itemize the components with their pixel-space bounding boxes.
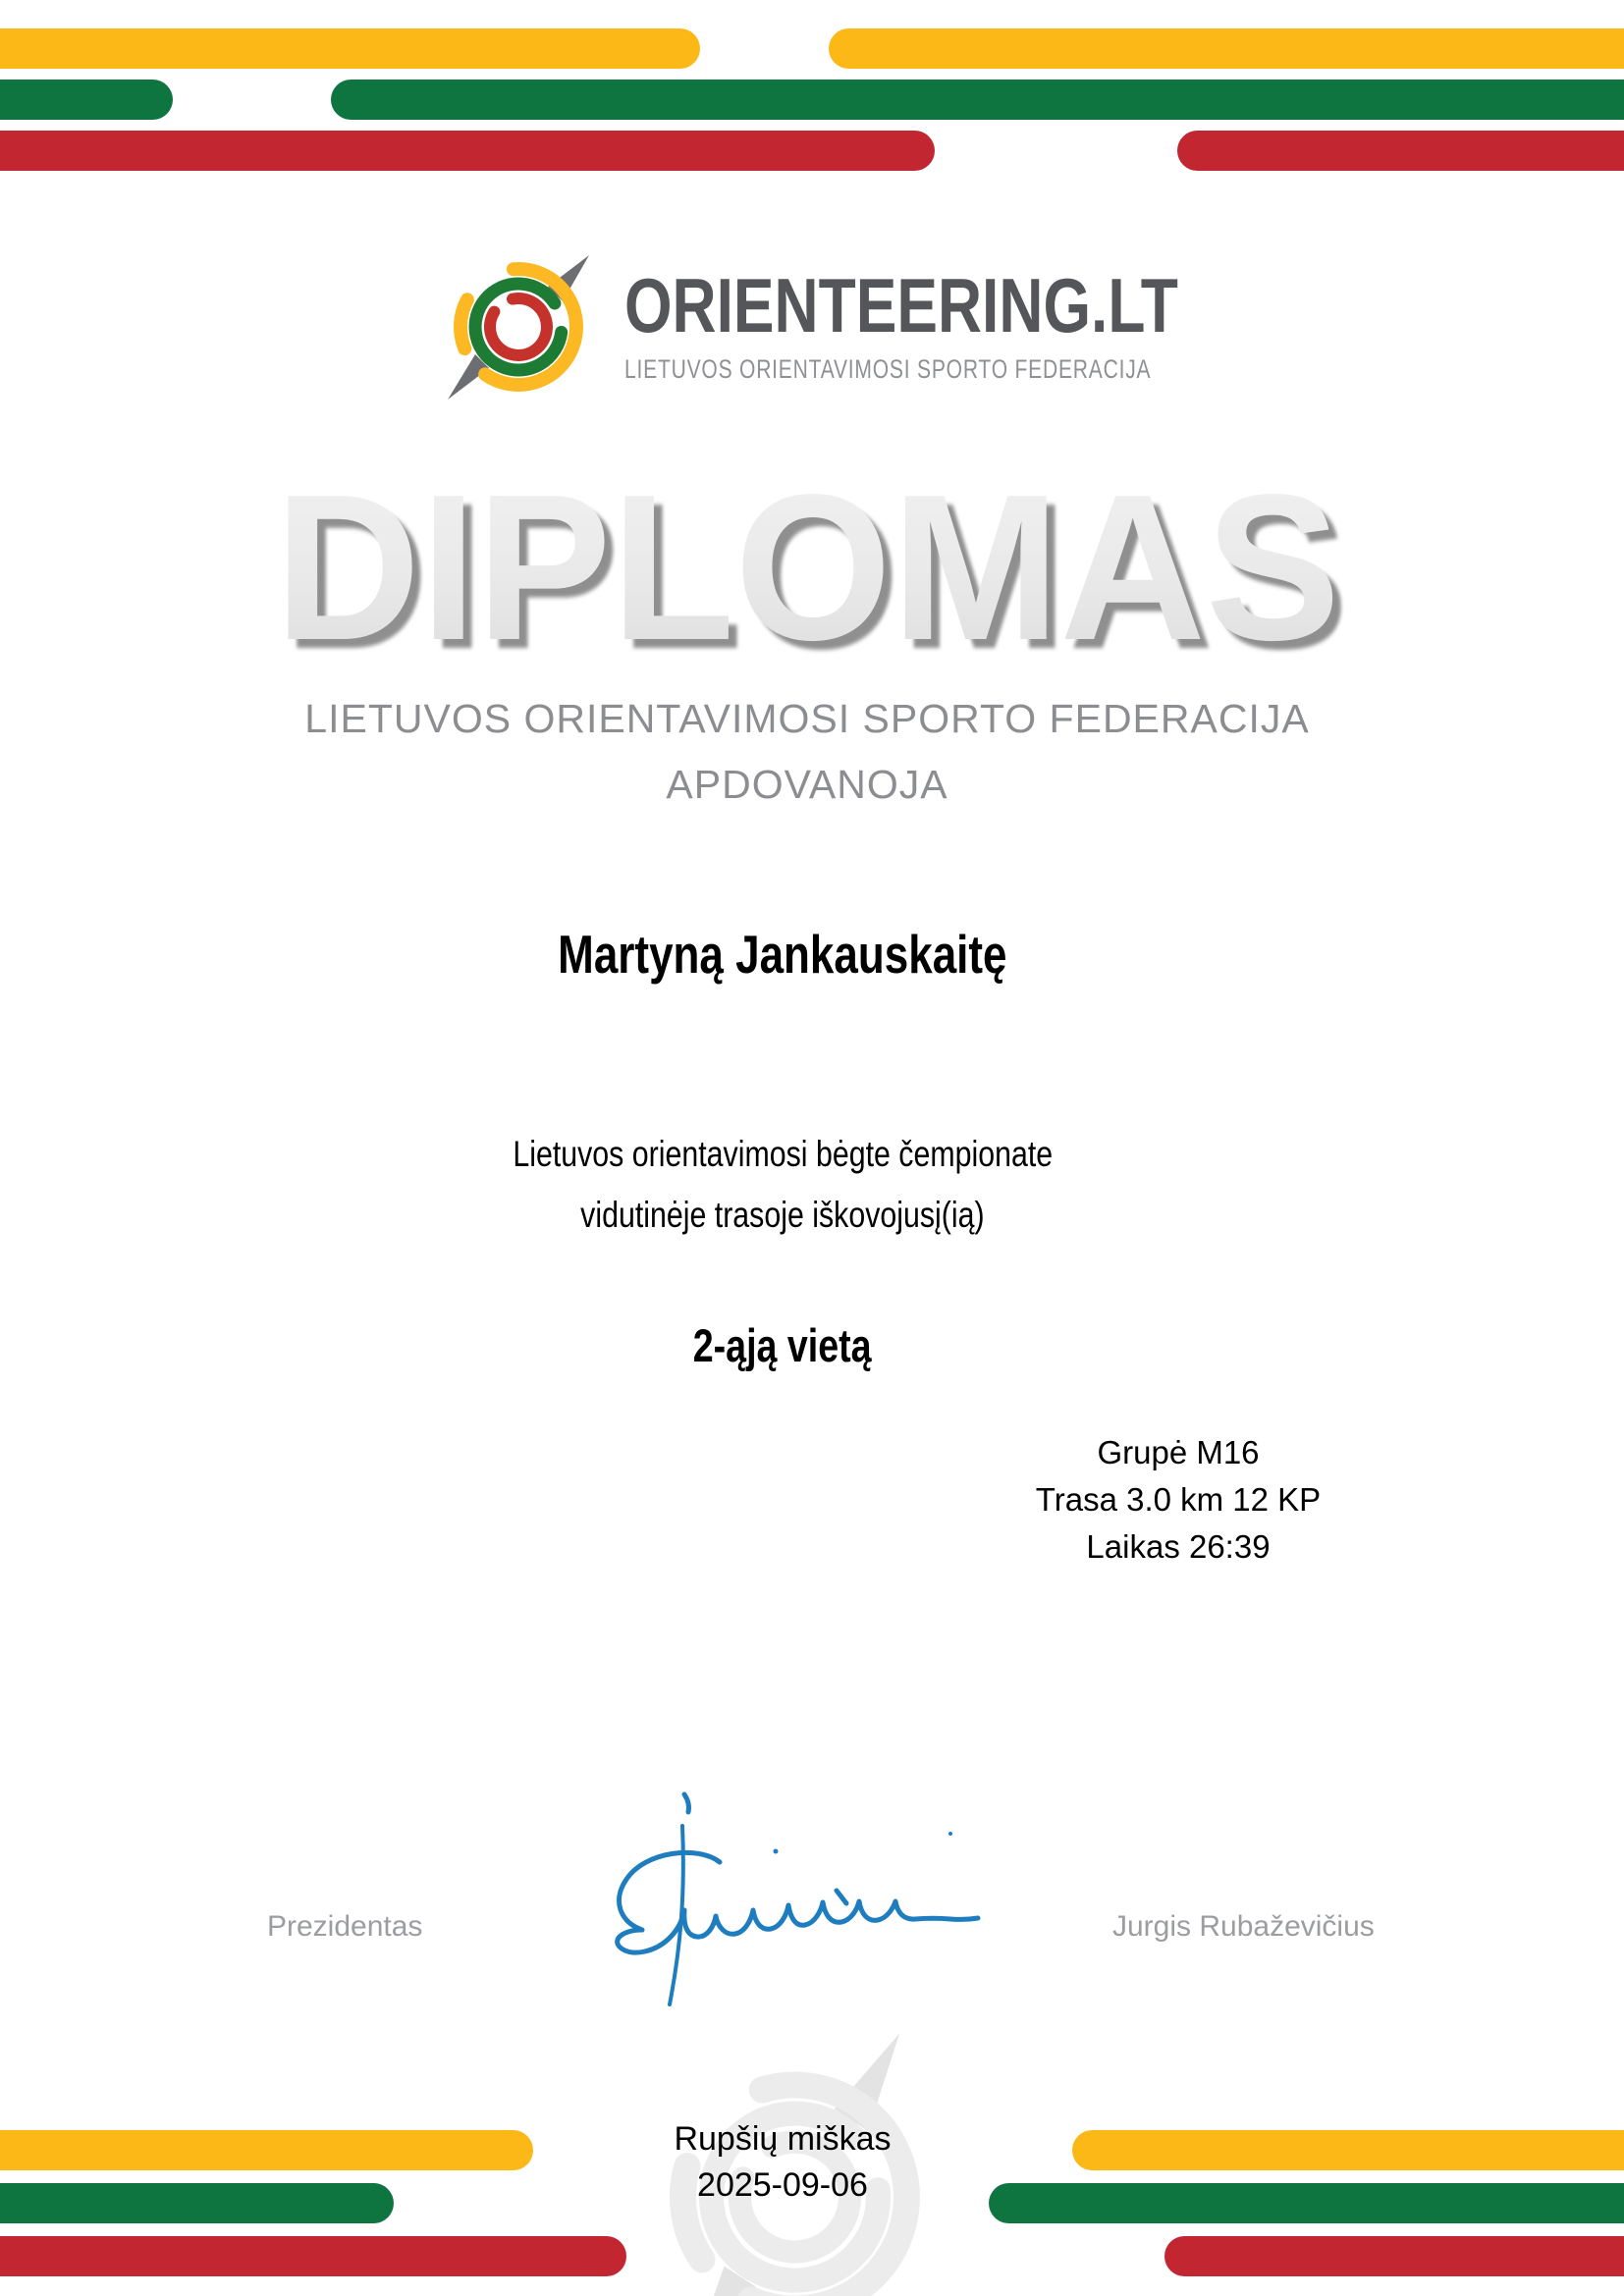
bottom-stripe-red-right: [1164, 2236, 1624, 2276]
top-stripe-red-right: [1177, 131, 1624, 171]
result-time: Laikas 26:39: [1086, 1528, 1271, 1565]
top-stripe-yellow-right: [829, 28, 1624, 69]
result-group: Grupė M16: [1097, 1434, 1260, 1470]
award-event-line1: Lietuvos orientavimosi bėgte čempionate: [513, 1134, 1053, 1174]
top-stripe-green-right: [331, 80, 1624, 120]
signature-dot-2: [948, 1832, 952, 1836]
logo-wordmark: ORIENTEERING.LT: [624, 262, 1178, 348]
diploma-subtitle-line2: APDOVANOJA: [666, 762, 948, 807]
signature-role-label: Prezidentas: [267, 1910, 423, 1943]
award-event-line2: vidutinėje trasoje iškovojusį(ią): [580, 1195, 985, 1235]
bottom-stripe-red-left: [0, 2236, 626, 2276]
diploma-subtitle-line1: LIETUVOS ORIENTAVIMOSI SPORTO FEDERACIJA: [304, 696, 1310, 741]
recipient-name: Martyną Jankauskaitę: [558, 924, 1007, 985]
compass-logo-icon: [432, 240, 605, 418]
signature-accent-tick: [837, 1891, 846, 1903]
signature-top-tick: [684, 1794, 689, 1812]
compass-arc-red: [490, 298, 547, 355]
event-date: 2025-09-06: [697, 2166, 868, 2204]
signature-handwriting: [589, 1767, 1001, 2056]
signature-flourish: [618, 1852, 978, 1952]
compass-arc-yellow-small: [460, 299, 467, 348]
result-course: Trasa 3.0 km 12 KP: [1035, 1481, 1322, 1518]
top-stripe-green-left: [0, 80, 173, 120]
signer-name: Jurgis Rubaževičius: [1112, 1910, 1375, 1943]
top-stripe-yellow-left: [0, 28, 700, 69]
result-details: [955, 1429, 1401, 1571]
signature-dot-1: [774, 1849, 779, 1854]
top-stripe-red-left: [0, 131, 935, 171]
logo-subtitle: LIETUVOS ORIENTAVIMOSI SPORTO FEDERACIJA: [624, 354, 1152, 384]
event-location: Rupšių miškas: [674, 2120, 892, 2158]
award-place: 2-ąją vietą: [693, 1319, 872, 1371]
diploma-title: DIPLOMAS: [274, 451, 1340, 683]
